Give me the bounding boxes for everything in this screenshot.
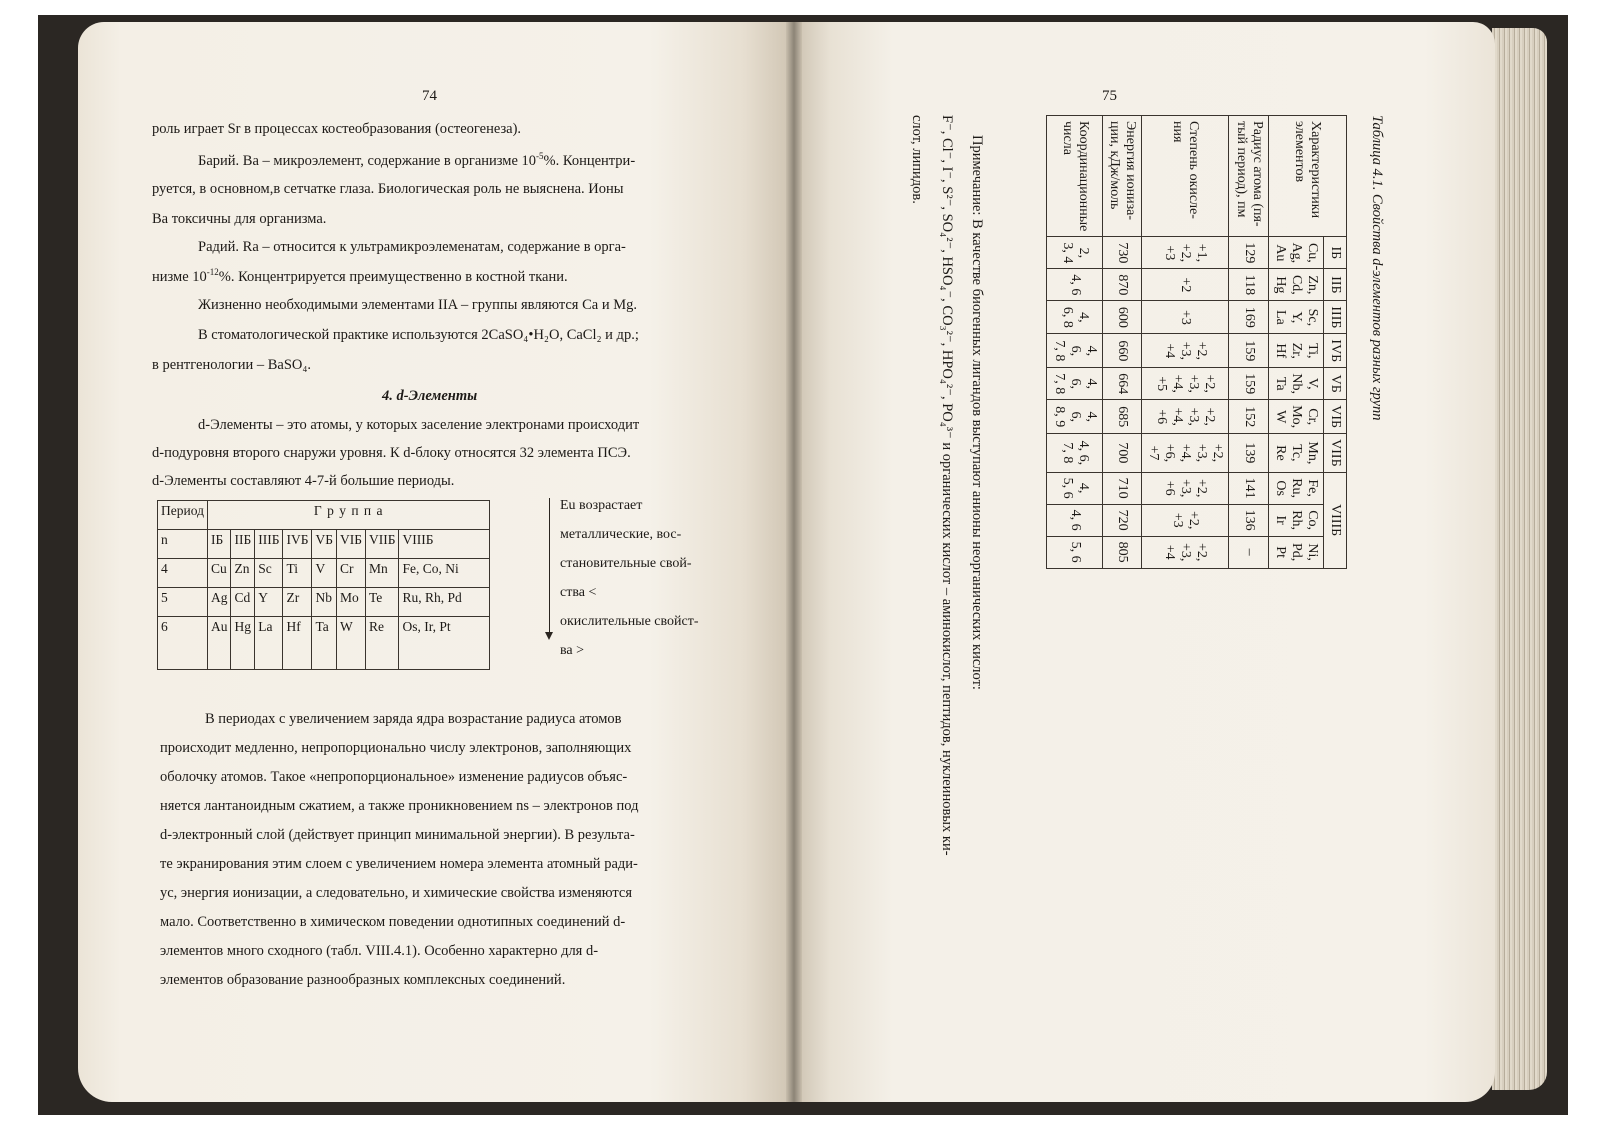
table-cell: Cu, Ag, Au (1268, 237, 1323, 269)
table-row-label: Энергия иониза-ции, кДж/моль (1102, 116, 1141, 237)
table-cell: La (255, 617, 283, 670)
table-cell: 129 (1229, 237, 1268, 269)
table-cell: 136 (1229, 504, 1268, 536)
side-note-line: ства < (560, 585, 597, 600)
table-cell: Sc (255, 559, 283, 588)
table-cell: Os, Ir, Pt (399, 617, 490, 670)
d-elements-properties-table (1047, 115, 1348, 569)
table-cell: +3 (1141, 301, 1228, 334)
table-cell: VIБ (336, 530, 365, 559)
paragraph-line: в рентгенологии – BaSO₄. (152, 357, 312, 373)
table-cell: IIIБ (255, 530, 283, 559)
paragraph-line: оболочку атомов. Такое «непропорциональное» изменение радиусов объяс- (160, 769, 628, 785)
table-cell: 169 (1229, 301, 1268, 334)
paragraph-line: Барий. Ba – микроэлемент, содержание в организме $10^{-5}\%$. Концентри- (198, 151, 636, 169)
table-cell: +2 (1141, 269, 1228, 301)
table-cell: 5 (158, 588, 208, 617)
paragraph-line: Ba токсичны для организма. (152, 211, 327, 227)
table-cell: Cu (207, 559, 231, 588)
table-cell: W (336, 617, 365, 670)
table-cell: 4, 6 (1047, 269, 1102, 301)
table-cell: Co, Rh, Ir (1268, 504, 1323, 536)
table-cell: 720 (1102, 504, 1141, 536)
table-row (158, 559, 490, 588)
table-row (1047, 116, 1102, 569)
table-cell: IVБ (283, 530, 312, 559)
table-cell: 664 (1102, 368, 1141, 400)
table-cell: 600 (1102, 301, 1141, 334)
table-cell: V, Nb, Ta (1268, 368, 1323, 400)
table-cell: Sc, Y, La (1268, 301, 1323, 334)
table-cell: Cr (336, 559, 365, 588)
table-cell: 2, 3, 4 (1047, 237, 1102, 269)
table-note: F⁻, Cl⁻, I⁻, S²⁻, SO₄²⁻, HSO₄⁻, CO₃²⁻, HPO₄²⁻, PO₄³⁻ и органических кислот – аминокислот, пептидов, нуклеиновых ки- (939, 115, 955, 856)
table-header-cell: VБ (1323, 368, 1346, 400)
table-cell: 139 (1229, 434, 1268, 472)
table-cell: +2, +3, +6 (1141, 472, 1228, 504)
book-gutter (786, 22, 802, 1102)
table-cell: +2, +3, +4 (1141, 536, 1228, 568)
table-note: Примечание: В качестве биогенных лигандов выступают анионы неорганических кислот: (969, 135, 985, 690)
table-row-label: Координационные числа (1047, 116, 1102, 237)
paragraph-line: мало. Соответственно в химическом поведении однотипных соединений d- (160, 914, 626, 930)
paragraph-line: руется, в основном,в сетчатке глаза. Биологическая роль не выяснена. Ионы (152, 181, 624, 197)
side-note-line: Eu возрастает (560, 498, 643, 513)
table-row (1229, 116, 1268, 569)
periodic-d-table (157, 500, 490, 670)
table-cell: 4, 6, 7, 8 (1047, 334, 1102, 368)
paragraph-line: низме $10^{-12}\%$. Концентрируется преимущественно в костной ткани. (152, 267, 568, 285)
paragraph-line: d-электронный слой (действует принцип минимальной энергии). В результа- (160, 827, 635, 843)
table-cell: Nb (312, 588, 337, 617)
table-cell: 870 (1102, 269, 1141, 301)
table-cell: IБ (207, 530, 231, 559)
table-cell: Fe, Ru, Os (1268, 472, 1323, 504)
paragraph-line: d-Элементы составляют 4-7-й большие периоды. (152, 473, 455, 489)
table-row-label: Степень окисле-ния (1141, 116, 1228, 237)
table-cell: Zr (283, 588, 312, 617)
table-header-group: Г р у п п а (207, 501, 490, 530)
table-cell: 141 (1229, 472, 1268, 504)
table-cell: 4 (158, 559, 208, 588)
paragraph-line: d-подуровня второго снаружи уровня. К d-блоку относятся 32 элемента ПСЭ. (152, 445, 631, 461)
table-cell: Au (207, 617, 231, 670)
table-cell: 159 (1229, 334, 1268, 368)
table-header-cell: VIIБ (1323, 434, 1346, 472)
page-number-left: 74 (422, 88, 437, 104)
table-cell: Re (365, 617, 399, 670)
table-cell: Cd (231, 588, 255, 617)
paragraph-line: те экранирования этим слоем с увеличением номера элемента атомный ради- (160, 856, 638, 872)
table-cell: 4, 6, 7, 8 (1047, 434, 1102, 472)
table-row (1323, 116, 1346, 569)
paragraph-line: няется лантаноидным сжатием, а также проникновением ns – электронов под (160, 798, 639, 814)
table-cell: 118 (1229, 269, 1268, 301)
table-cell: Mn (365, 559, 399, 588)
table-cell: Ti, Zr, Hf (1268, 334, 1323, 368)
table-cell: VБ (312, 530, 337, 559)
paragraph-line: Радий. Ra – относится к ультрамикроэлеменатам, содержание в орга- (198, 239, 626, 255)
side-note-line: окислительные свойст- (560, 614, 699, 629)
table-header-cell: IБ (1323, 237, 1346, 269)
table-cell: Fe, Co, Ni (399, 559, 490, 588)
table-cell: IIБ (231, 530, 255, 559)
table-cell: Y (255, 588, 283, 617)
table-cell: Ni, Pd, Pt (1268, 536, 1323, 568)
table-cell: 152 (1229, 400, 1268, 434)
table-cell: 660 (1102, 334, 1141, 368)
table-cell: Hg (231, 617, 255, 670)
page-number-right: 75 (1102, 88, 1117, 104)
paragraph-line: происходит медленно, непропорционально числу электронов, заполняющих (160, 740, 632, 756)
table-cell: Ru, Rh, Pd (399, 588, 490, 617)
table-row (1141, 116, 1228, 569)
table-row (158, 530, 490, 559)
table-cell: Mo (336, 588, 365, 617)
paragraph-line: роль играет Sr в процессах костеобразования (остеогенеза). (152, 121, 522, 137)
table-cell: Hf (283, 617, 312, 670)
table-cell: Mn, Tc, Re (1268, 434, 1323, 472)
table-cell: Ti (283, 559, 312, 588)
table-cell: Zn (231, 559, 255, 588)
paragraph-line: В периодах с увеличением заряда ядра возрастание радиуса атомов (205, 711, 622, 727)
trend-arrow (549, 498, 550, 634)
section-heading: 4. d-Элементы (382, 388, 478, 404)
table-header-cell: VIБ (1323, 400, 1346, 434)
table-cell: VIIIБ (399, 530, 490, 559)
table-row-label: Радиус атома (пя-тый период), пм (1229, 116, 1268, 237)
table-cell: 4, 5, 6 (1047, 472, 1102, 504)
table-header-cell: IVБ (1323, 334, 1346, 368)
table-cell: 805 (1102, 536, 1141, 568)
paragraph-line: Жизненно необходимыми элементами IIA – группы являются Ca и Mg. (198, 297, 637, 313)
table-note: слот, липидов. (909, 115, 925, 204)
table-cell: Te (365, 588, 399, 617)
table-cell: +2, +3, +4, +5 (1141, 368, 1228, 400)
table-header-period: Период (158, 501, 208, 530)
table-cell: 710 (1102, 472, 1141, 504)
table-cell: 730 (1102, 237, 1141, 269)
table-cell: V (312, 559, 337, 588)
table-header-cell: VIIIБ (1323, 472, 1346, 568)
table-row (1102, 116, 1141, 569)
table-header-cell: IIБ (1323, 269, 1346, 301)
table-cell: Ta (312, 617, 337, 670)
table-row (158, 588, 490, 617)
table-cell: +2, +3 (1141, 504, 1228, 536)
paragraph-line: ус, энергия ионизации, а следовательно, и химические свойства изменяются (160, 885, 633, 901)
table-cell: Ag (207, 588, 231, 617)
table-header-characteristics: Характеристики элементов (1268, 116, 1346, 237)
table-cell: +2, +3, +4 (1141, 334, 1228, 368)
table-cell: 685 (1102, 400, 1141, 434)
table-cell: 4, 6 (1047, 504, 1102, 536)
table-cell: +2, +3, +4, +6, +7 (1141, 434, 1228, 472)
table-cell: 4, 6, 7, 8 (1047, 368, 1102, 400)
table-cell: VIIБ (365, 530, 399, 559)
table-cell: Cr, Mo, W (1268, 400, 1323, 434)
table-cell: +1, +2, +3 (1141, 237, 1228, 269)
table-cell: Zn, Cd, Hg (1268, 269, 1323, 301)
table-cell: n (158, 530, 208, 559)
side-note-line: металлические, вос- (560, 527, 682, 542)
paragraph-line: d-Элементы – это атомы, у которых заселение электронами происходит (198, 417, 640, 433)
table-cell: +2, +3, +4, +6 (1141, 400, 1228, 434)
side-note-line: ва > (560, 643, 585, 658)
table-cell: 4, 6, 8 (1047, 301, 1102, 334)
paragraph-line: элементов много сходного (табл. VIII.4.1). Особенно характерно для d- (160, 943, 599, 959)
paragraph-line: элементов образование разнообразных комплексных соединений. (160, 972, 566, 988)
table-cell: – (1229, 536, 1268, 568)
table-cell: 159 (1229, 368, 1268, 400)
table-cell: 5, 6 (1047, 536, 1102, 568)
table-row (158, 617, 490, 670)
table-cell: 4, 6, 8, 9 (1047, 400, 1102, 434)
book-page-edges (1492, 28, 1547, 1090)
paragraph-line: В стоматологической практике используются 2CaSO₄•H₂O, CaCl₂ и др.; (198, 327, 639, 343)
table-cell: 6 (158, 617, 208, 670)
table-header-cell: IIIБ (1323, 301, 1346, 334)
side-note-line: становительные свой- (560, 556, 692, 571)
table-caption: Таблица 4.1. Свойства d-элементов разных групп (1369, 115, 1385, 421)
table-cell: 700 (1102, 434, 1141, 472)
